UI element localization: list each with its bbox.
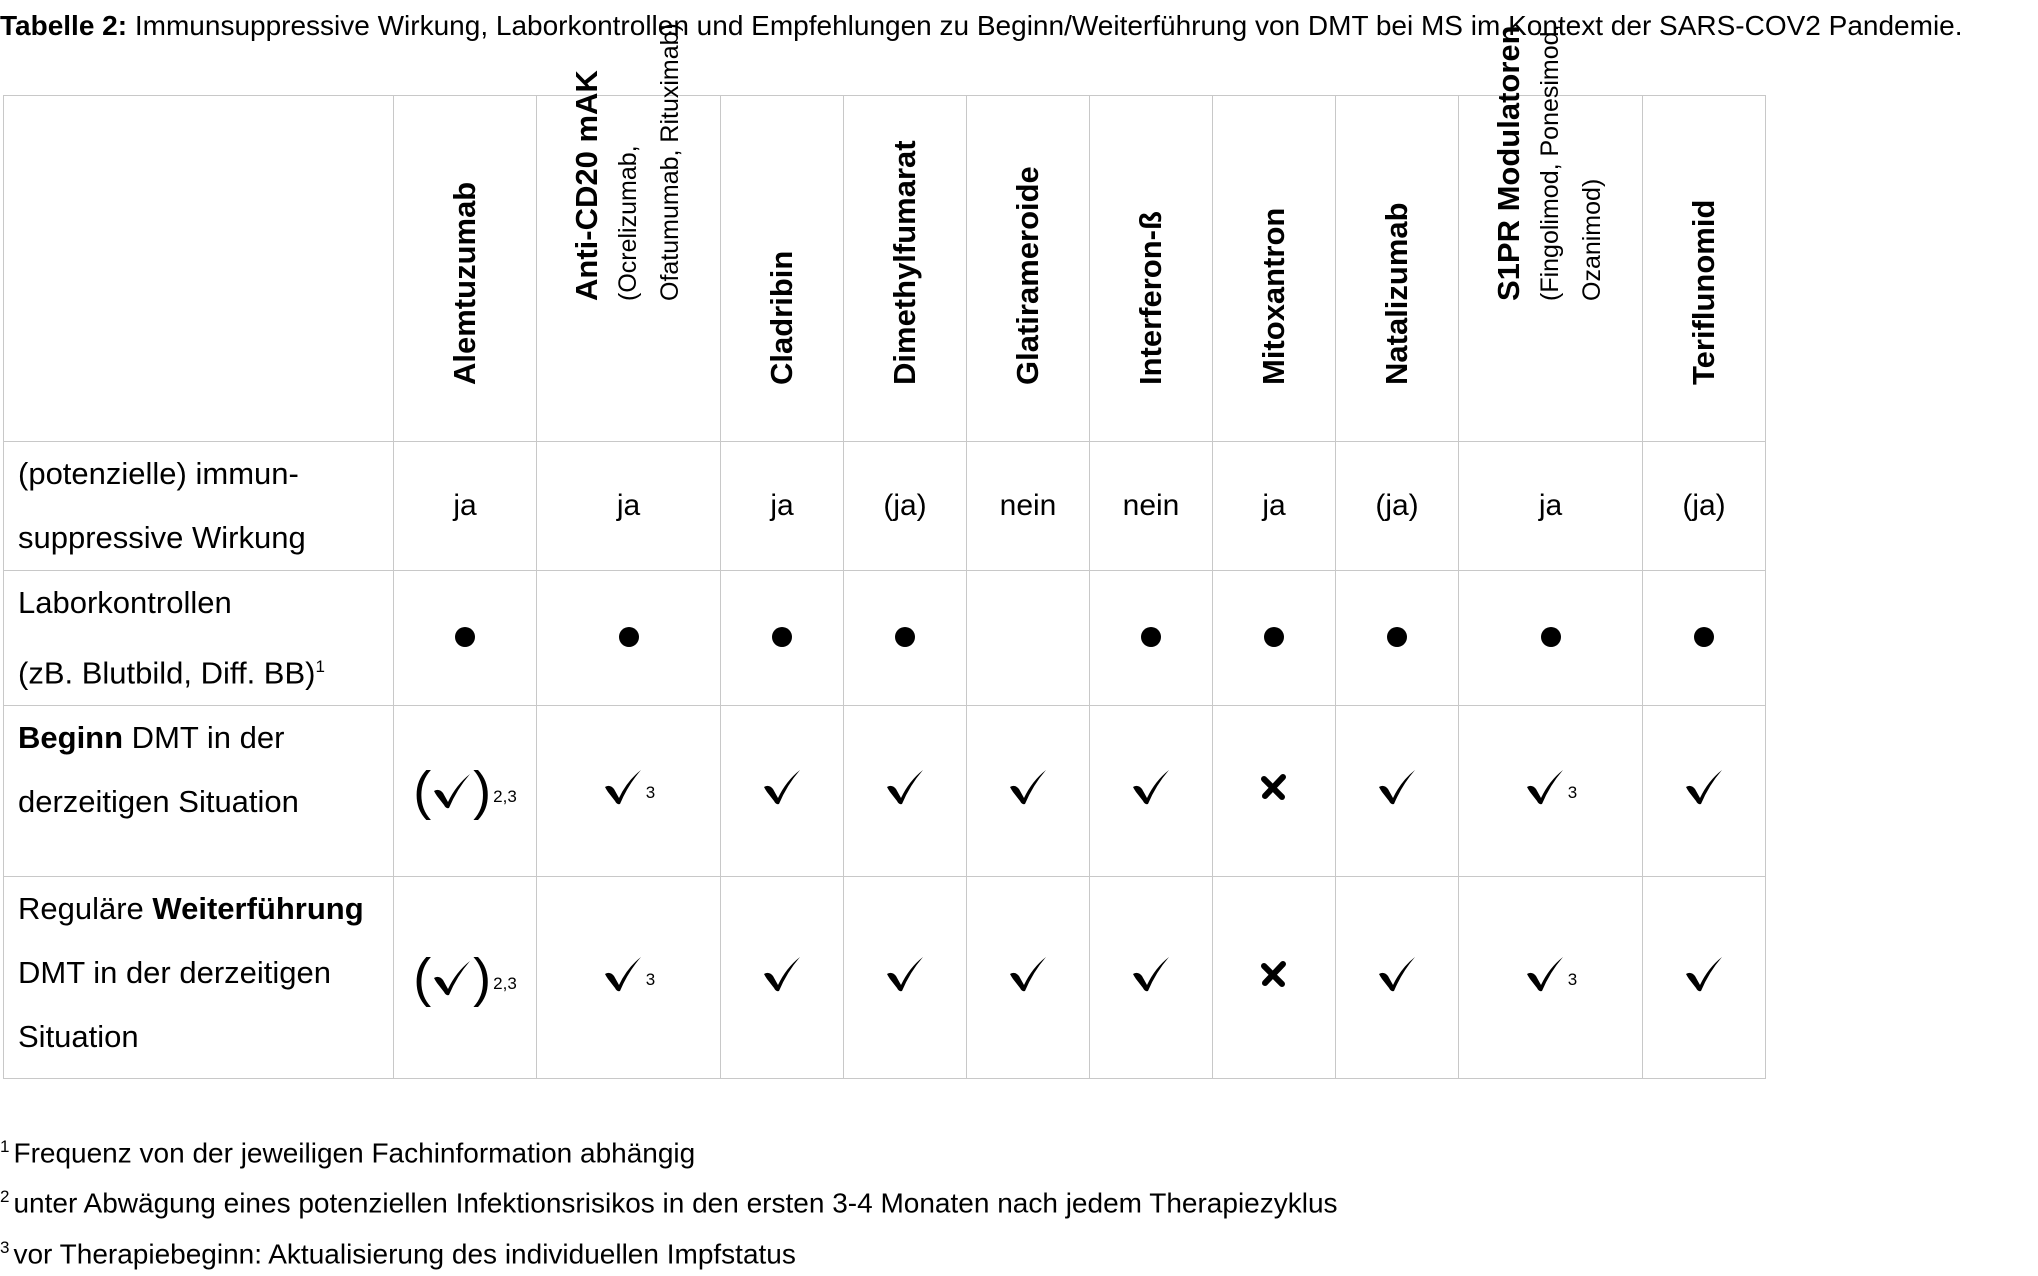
table-cell: [1090, 706, 1213, 877]
table-row: [4, 442, 1766, 571]
checkmark-icon: [1007, 954, 1049, 994]
footnote: [0, 1175, 1338, 1225]
table-cell: [537, 877, 721, 1079]
table-cell: [1090, 571, 1213, 706]
col-header: [394, 96, 537, 442]
row-label-line: (zB. Blutbild, Diff. BB)$^1$: [18, 655, 325, 691]
drug-name: Natalizumab: [1379, 202, 1414, 385]
col-header: [1336, 96, 1459, 442]
row-label-immunosuppression: [4, 442, 394, 571]
footnote-number: 1: [0, 1137, 10, 1156]
drug-name: Mitoxantron: [1256, 207, 1291, 385]
col-header: [721, 96, 844, 442]
row-label-continuation-dmt: [4, 877, 394, 1079]
filled-circle-icon: [1387, 627, 1407, 647]
row-label-line: suppressive Wirkung: [18, 520, 306, 555]
table-cell: [844, 706, 967, 877]
table-cell: [1336, 571, 1459, 706]
table-cell: [1643, 706, 1766, 877]
table-row: [4, 706, 1766, 877]
col-header: [1643, 96, 1766, 442]
header-row: [4, 96, 1766, 442]
col-header: [1213, 96, 1336, 442]
table-cell: (ja): [1336, 442, 1459, 571]
table-cell: [844, 877, 967, 1079]
drug-sub: (Ocrelizumab,: [613, 145, 642, 301]
footnote-text: vor Therapiebeginn: Aktualisierung des individuellen Impfstatus: [13, 1237, 796, 1269]
checkmark-icon: [1524, 767, 1566, 807]
caption-text: Immunsuppressive Wirkung, Laborkontrollen und Empfehlungen zu Beginn/Weiterführung von DMT bei MS im Kontext der SARS-COV2 Pandemie.: [134, 10, 1963, 41]
footnote-ref: 3: [645, 783, 656, 803]
filled-circle-icon: [895, 627, 915, 647]
table-cell: [1643, 877, 1766, 1079]
cross-icon: [1260, 960, 1288, 988]
col-header: [537, 23, 721, 442]
drug-sub: Ozanimod): [1577, 178, 1606, 301]
table-cell: [1643, 571, 1766, 706]
checkmark-icon: [761, 767, 803, 807]
table-cell: [537, 706, 721, 877]
checkmark-icon: [431, 958, 473, 998]
checkmark-icon: [1130, 954, 1172, 994]
row-label-line: DMT in der derzeitigen: [18, 955, 332, 991]
table-cell: [1459, 571, 1643, 706]
table-cell: ( ) 2,3: [394, 877, 537, 1079]
drug-name: Teriflunomid: [1686, 199, 1721, 385]
footnote-text: unter Abwägung eines potenziellen Infektionsrisikos in den ersten 3-4 Monaten nach jedem Therapiezyklus: [13, 1187, 1338, 1219]
footnote-ref: 3: [1567, 783, 1578, 803]
footnote-ref: 2,3: [493, 973, 517, 993]
drug-name: S1PR Modulatoren: [1490, 25, 1526, 301]
table-cell: ja: [537, 442, 721, 571]
caption-label: Tabelle 2:: [0, 10, 128, 41]
header-corner: [4, 96, 394, 442]
drug-name: Dimethylfumarat: [887, 140, 922, 385]
table-cell: [721, 571, 844, 706]
table-cell: [1459, 877, 1643, 1079]
checkmark-icon: [602, 767, 644, 807]
drug-name: Anti-CD20 mAK: [568, 70, 604, 301]
row-label-line: derzeitigen Situation: [18, 784, 299, 820]
footnote: [0, 1226, 1338, 1276]
table-cell: ja: [394, 442, 537, 571]
checkmark-icon: [1007, 767, 1049, 807]
checkmark-icon: [1130, 767, 1172, 807]
table-cell: [1213, 877, 1336, 1079]
drug-sub: (Fingolimod, Ponesimod,: [1535, 24, 1564, 301]
col-header: [967, 96, 1090, 442]
table-row: [4, 571, 1766, 706]
table-cell: [394, 571, 537, 706]
row-label-line: (potenzielle) immun-: [18, 456, 299, 491]
col-header: [1090, 96, 1213, 442]
table-cell: [1090, 877, 1213, 1079]
table-cell: nein: [967, 442, 1090, 571]
footnote-number: 3: [0, 1237, 10, 1257]
filled-circle-icon: [1694, 627, 1714, 647]
cross-icon: [1260, 773, 1288, 801]
row-label-line: Situation: [18, 1019, 139, 1055]
table-cell: [721, 877, 844, 1079]
row-label-start-dmt: [4, 706, 394, 877]
table-cell: [1213, 571, 1336, 706]
filled-circle-icon: [1141, 627, 1161, 647]
footnote-ref: 3: [1567, 969, 1578, 989]
drug-name: Alemtuzumab: [447, 181, 482, 385]
footnote: [0, 1125, 1338, 1175]
table-cell: [844, 571, 967, 706]
checkmark-icon: [431, 771, 473, 811]
table-cell: [1213, 706, 1336, 877]
row-label-line: Beginn DMT in der: [18, 720, 285, 756]
table-cell: [967, 706, 1090, 877]
table-cell: [1336, 877, 1459, 1079]
footnote-ref: 2,3: [493, 787, 517, 807]
row-label-line: Reguläre Weiterführung: [18, 891, 364, 927]
filled-circle-icon: [772, 627, 792, 647]
checkmark-icon: [884, 954, 926, 994]
filled-circle-icon: [1264, 627, 1284, 647]
table-cell: nein: [1090, 442, 1213, 571]
table-caption: [0, 6, 2038, 46]
footnote-number: 2: [0, 1187, 10, 1207]
checkmark-icon: [1376, 954, 1418, 994]
col-header: [844, 96, 967, 442]
checkmark-icon: [1524, 954, 1566, 994]
table-cell: ja: [1213, 442, 1336, 571]
table-cell: [537, 571, 721, 706]
table-cell: (ja): [844, 442, 967, 571]
checkmark-icon: [761, 954, 803, 994]
filled-circle-icon: [619, 627, 639, 647]
table-cell: ja: [721, 442, 844, 571]
table-cell: [1459, 706, 1643, 877]
footnotes: [0, 1125, 1338, 1276]
footnote-ref: 1: [315, 657, 325, 676]
table-row: [4, 877, 1766, 1079]
drug-name: Cladribin: [764, 250, 799, 385]
table-cell: [721, 706, 844, 877]
checkmark-icon: [602, 954, 644, 994]
row-label-line: Laborkontrollen: [18, 585, 232, 620]
filled-circle-icon: [1541, 627, 1561, 647]
table-cell: (ja): [1643, 442, 1766, 571]
checkmark-icon: [884, 767, 926, 807]
table-cell: [967, 877, 1090, 1079]
table-cell: [967, 571, 1090, 706]
row-label-lab-controls: [4, 571, 394, 706]
footnote-ref: 3: [645, 969, 656, 989]
drug-name: Interferon-ß: [1133, 211, 1168, 385]
footnote-text: Frequenz von der jeweiligen Fachinformation abhängig: [13, 1137, 696, 1169]
table-cell: ja: [1459, 442, 1643, 571]
checkmark-icon: [1376, 767, 1418, 807]
filled-circle-icon: [455, 627, 475, 647]
col-header: [1459, 24, 1643, 442]
table-cell: [1336, 706, 1459, 877]
table-cell: ( ) 2,3: [394, 706, 537, 877]
checkmark-icon: [1683, 954, 1725, 994]
drug-sub: Ofatumumab, Rituximab): [655, 23, 684, 301]
checkmark-icon: [1683, 767, 1725, 807]
drug-name: Glatirameroide: [1010, 166, 1045, 385]
